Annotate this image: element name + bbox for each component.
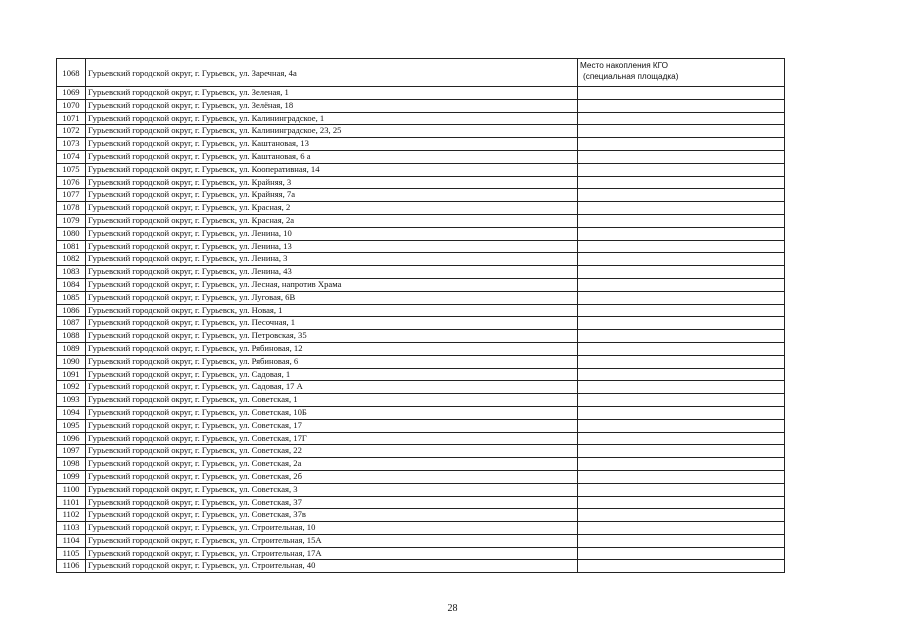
address-cell: Гурьевский городской округ, г. Гурьевск, ул. Советская, 2б xyxy=(86,470,578,483)
table-row xyxy=(57,470,785,483)
address-cell: Гурьевский городской округ, г. Гурьевск, ул. Ленина, 3 xyxy=(86,253,578,266)
note-cell xyxy=(578,112,785,125)
table-row xyxy=(57,394,785,407)
table-row xyxy=(57,419,785,432)
row-number-cell: 1088 xyxy=(57,330,86,343)
table-row xyxy=(57,176,785,189)
address-cell: Гурьевский городской округ, г. Гурьевск, ул. Красная, 2 xyxy=(86,202,578,215)
note-cell xyxy=(578,406,785,419)
note-cell xyxy=(578,560,785,573)
address-cell: Гурьевский городской округ, г. Гурьевск, ул. Крайняя, 3 xyxy=(86,176,578,189)
address-cell: Гурьевский городской округ, г. Гурьевск, ул. Калининградское, 1 xyxy=(86,112,578,125)
table-row xyxy=(57,381,785,394)
address-cell: Гурьевский городской округ, г. Гурьевск, ул. Зелёная, 18 xyxy=(86,99,578,112)
address-table-body xyxy=(57,59,785,573)
address-cell: Гурьевский городской округ, г. Гурьевск, ул. Заречная, 4а xyxy=(86,59,578,87)
address-cell: Гурьевский городской округ, г. Гурьевск, ул. Советская, 17 xyxy=(86,419,578,432)
row-number-cell: 1104 xyxy=(57,534,86,547)
row-number-cell: 1094 xyxy=(57,406,86,419)
address-cell: Гурьевский городской округ, г. Гурьевск, ул. Советская, 37 xyxy=(86,496,578,509)
address-table xyxy=(56,58,785,573)
row-number-cell: 1082 xyxy=(57,253,86,266)
note-cell xyxy=(578,483,785,496)
note-cell xyxy=(578,470,785,483)
note-cell xyxy=(578,534,785,547)
note-cell xyxy=(578,202,785,215)
note-cell xyxy=(578,189,785,202)
address-cell: Гурьевский городской округ, г. Гурьевск, ул. Новая, 1 xyxy=(86,304,578,317)
address-cell: Гурьевский городской округ, г. Гурьевск, ул. Рябиновая, 12 xyxy=(86,342,578,355)
note-cell xyxy=(578,317,785,330)
note-cell xyxy=(578,214,785,227)
row-number-cell: 1096 xyxy=(57,432,86,445)
address-cell: Гурьевский городской округ, г. Гурьевск, ул. Ленина, 43 xyxy=(86,266,578,279)
row-number-cell: 1070 xyxy=(57,99,86,112)
row-number-cell: 1085 xyxy=(57,291,86,304)
table-row xyxy=(57,214,785,227)
table-row xyxy=(57,278,785,291)
table-row xyxy=(57,317,785,330)
table-row xyxy=(57,99,785,112)
table-row xyxy=(57,163,785,176)
row-number-cell: 1101 xyxy=(57,496,86,509)
table-row xyxy=(57,150,785,163)
address-cell: Гурьевский городской округ, г. Гурьевск, ул. Кооперативная, 14 xyxy=(86,163,578,176)
note-cell xyxy=(578,266,785,279)
note-cell xyxy=(578,227,785,240)
row-number-cell: 1079 xyxy=(57,214,86,227)
note-cell xyxy=(578,509,785,522)
note-cell xyxy=(578,445,785,458)
address-cell: Гурьевский городской округ, г. Гурьевск, ул. Ленина, 10 xyxy=(86,227,578,240)
note-cell xyxy=(578,59,785,87)
table-row xyxy=(57,227,785,240)
address-cell: Гурьевский городской округ, г. Гурьевск, ул. Строительная, 17А xyxy=(86,547,578,560)
table-row xyxy=(57,342,785,355)
row-number-cell: 1076 xyxy=(57,176,86,189)
address-cell: Гурьевский городской округ, г. Гурьевск, ул. Ленина, 13 xyxy=(86,240,578,253)
note-cell xyxy=(578,253,785,266)
row-number-cell: 1091 xyxy=(57,368,86,381)
address-cell: Гурьевский городской округ, г. Гурьевск, ул. Советская, 17Г xyxy=(86,432,578,445)
table-row xyxy=(57,253,785,266)
address-cell: Гурьевский городской округ, г. Гурьевск, ул. Крайняя, 7а xyxy=(86,189,578,202)
row-number-cell: 1069 xyxy=(57,87,86,100)
note-cell xyxy=(578,240,785,253)
table-row xyxy=(57,458,785,471)
note-cell xyxy=(578,419,785,432)
table-row xyxy=(57,445,785,458)
note-cell xyxy=(578,458,785,471)
table-row xyxy=(57,304,785,317)
note-cell xyxy=(578,99,785,112)
table-row xyxy=(57,112,785,125)
address-cell: Гурьевский городской округ, г. Гурьевск, ул. Советская, 3 xyxy=(86,483,578,496)
address-cell: Гурьевский городской округ, г. Гурьевск, ул. Каштановая, 6 а xyxy=(86,150,578,163)
table-row xyxy=(57,547,785,560)
table-row xyxy=(57,87,785,100)
note-cell xyxy=(578,150,785,163)
row-number-cell: 1102 xyxy=(57,509,86,522)
table-row xyxy=(57,496,785,509)
row-number-cell: 1086 xyxy=(57,304,86,317)
address-cell: Гурьевский городской округ, г. Гурьевск, ул. Каштановая, 13 xyxy=(86,138,578,151)
address-cell: Гурьевский городской округ, г. Гурьевск, ул. Садовая, 17 А xyxy=(86,381,578,394)
table-row xyxy=(57,509,785,522)
note-cell xyxy=(578,163,785,176)
row-number-cell: 1089 xyxy=(57,342,86,355)
table-row xyxy=(57,138,785,151)
address-cell: Гурьевский городской округ, г. Гурьевск, ул. Луговая, 6В xyxy=(86,291,578,304)
note-cell xyxy=(578,522,785,535)
note-cell xyxy=(578,496,785,509)
table-row xyxy=(57,330,785,343)
table-row xyxy=(57,266,785,279)
note-line-1: Место накопления КГО xyxy=(580,61,669,70)
note-cell xyxy=(578,291,785,304)
note-cell xyxy=(578,394,785,407)
address-cell: Гурьевский городской округ, г. Гурьевск, ул. Петровская, 35 xyxy=(86,330,578,343)
table-row xyxy=(57,355,785,368)
address-cell: Гурьевский городской округ, г. Гурьевск, ул. Советская, 10Б xyxy=(86,406,578,419)
row-number-cell: 1098 xyxy=(57,458,86,471)
row-number-cell: 1072 xyxy=(57,125,86,138)
address-cell: Гурьевский городской округ, г. Гурьевск, ул. Советская, 37в xyxy=(86,509,578,522)
table-row xyxy=(57,59,785,87)
note-cell xyxy=(578,87,785,100)
address-cell: Гурьевский городской округ, г. Гурьевск, ул. Песочная, 1 xyxy=(86,317,578,330)
note-cell xyxy=(578,381,785,394)
address-cell: Гурьевский городской округ, г. Гурьевск, ул. Советская, 22 xyxy=(86,445,578,458)
note-cell xyxy=(578,355,785,368)
row-number-cell: 1099 xyxy=(57,470,86,483)
row-number-cell: 1083 xyxy=(57,266,86,279)
note-cell xyxy=(578,278,785,291)
note-cell xyxy=(578,330,785,343)
address-cell: Гурьевский городской округ, г. Гурьевск, ул. Строительная, 40 xyxy=(86,560,578,573)
note-cell xyxy=(578,125,785,138)
table-row xyxy=(57,522,785,535)
address-cell: Гурьевский городской округ, г. Гурьевск, ул. Строительная, 15А xyxy=(86,534,578,547)
note-cell xyxy=(578,547,785,560)
page-number: 28 xyxy=(447,603,458,614)
note-cell xyxy=(578,368,785,381)
note-cell xyxy=(578,342,785,355)
table-row xyxy=(57,368,785,381)
note-line-2: (специальная площадка) xyxy=(583,72,679,81)
address-cell: Гурьевский городской округ, г. Гурьевск, ул. Калининградское, 23, 25 xyxy=(86,125,578,138)
table-row xyxy=(57,406,785,419)
row-number-cell: 1068 xyxy=(57,59,86,87)
row-number-cell: 1106 xyxy=(57,560,86,573)
note-cell xyxy=(578,304,785,317)
row-number-cell: 1077 xyxy=(57,189,86,202)
row-number-cell: 1075 xyxy=(57,163,86,176)
address-cell: Гурьевский городской округ, г. Гурьевск, ул. Советская, 1 xyxy=(86,394,578,407)
table-row xyxy=(57,240,785,253)
address-cell: Гурьевский городской округ, г. Гурьевск, ул. Красная, 2а xyxy=(86,214,578,227)
table-row xyxy=(57,291,785,304)
row-number-cell: 1093 xyxy=(57,394,86,407)
row-number-cell: 1084 xyxy=(57,278,86,291)
row-number-cell: 1095 xyxy=(57,419,86,432)
address-cell: Гурьевский городской округ, г. Гурьевск, ул. Садовая, 1 xyxy=(86,368,578,381)
table-row xyxy=(57,483,785,496)
row-number-cell: 1097 xyxy=(57,445,86,458)
note-cell xyxy=(578,138,785,151)
row-number-cell: 1087 xyxy=(57,317,86,330)
row-number-cell: 1080 xyxy=(57,227,86,240)
address-cell: Гурьевский городской округ, г. Гурьевск, ул. Советская, 2а xyxy=(86,458,578,471)
row-number-cell: 1092 xyxy=(57,381,86,394)
row-number-cell: 1105 xyxy=(57,547,86,560)
address-cell: Гурьевский городской округ, г. Гурьевск, ул. Зеленая, 1 xyxy=(86,87,578,100)
table-row xyxy=(57,189,785,202)
row-number-cell: 1081 xyxy=(57,240,86,253)
row-number-cell: 1100 xyxy=(57,483,86,496)
address-cell: Гурьевский городской округ, г. Гурьевск, ул. Строительная, 10 xyxy=(86,522,578,535)
table-row xyxy=(57,432,785,445)
table-row xyxy=(57,202,785,215)
table-row xyxy=(57,125,785,138)
address-cell: Гурьевский городской округ, г. Гурьевск, ул. Лесная, напротив Храма xyxy=(86,278,578,291)
note-cell xyxy=(578,432,785,445)
row-number-cell: 1074 xyxy=(57,150,86,163)
row-number-cell: 1090 xyxy=(57,355,86,368)
note-cell xyxy=(578,176,785,189)
row-number-cell: 1073 xyxy=(57,138,86,151)
row-number-cell: 1103 xyxy=(57,522,86,535)
table-row xyxy=(57,534,785,547)
table-row xyxy=(57,560,785,573)
row-number-cell: 1078 xyxy=(57,202,86,215)
address-cell: Гурьевский городской округ, г. Гурьевск, ул. Рябиновая, 6 xyxy=(86,355,578,368)
row-number-cell: 1071 xyxy=(57,112,86,125)
